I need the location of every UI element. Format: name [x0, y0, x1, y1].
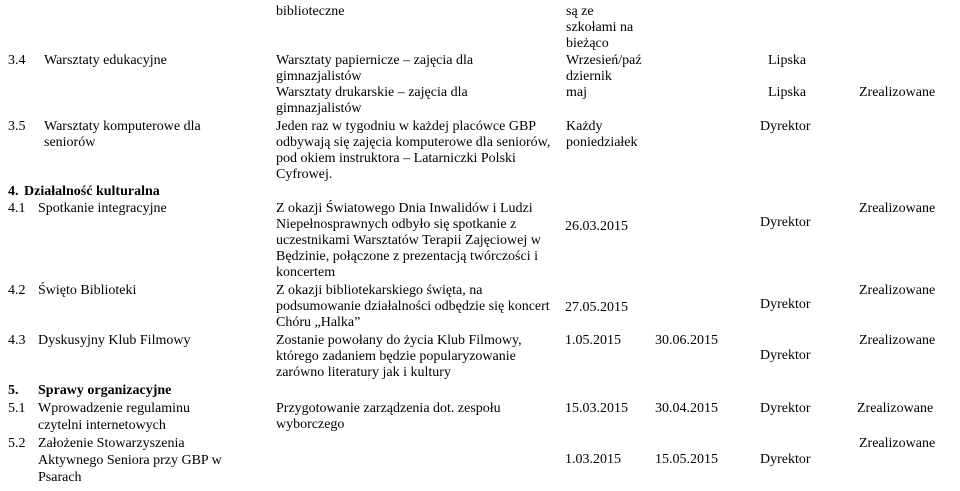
row-3-5-desc-line-3: pod okiem instruktora – Latarniczki Polski — [276, 151, 516, 166]
when-top-line-2: szkołami na — [566, 20, 634, 35]
row-3-5-when-line-1: Każdy — [566, 119, 603, 134]
row-3-5-title-line-2: seniorów — [44, 135, 96, 150]
row-4-3-title: Dyskusyjny Klub Filmowy — [38, 333, 191, 348]
row-4-2-responsible: Dyrektor — [760, 297, 811, 312]
row-4-1-number: 4.1 — [8, 201, 26, 216]
row-5-2-date-to: 15.05.2015 — [655, 452, 718, 467]
row-3-4-responsible-1: Lipska — [768, 53, 807, 68]
row-3-5-desc-line-4: Cyfrowej. — [276, 167, 333, 182]
row-3-4-number: 3.4 — [8, 53, 26, 68]
row-5-1-title-line-2: czytelni internetowych — [38, 418, 166, 433]
row-4-3-responsible: Dyrektor — [760, 348, 811, 363]
row-5-2-responsible: Dyrektor — [760, 452, 811, 467]
row-4-1-desc-line-4: Będzinie, połączone z prezentacją twórczości i — [276, 249, 538, 264]
row-4-3-date-to: 30.06.2015 — [655, 333, 718, 348]
row-3-4-when-1-line-2: dziernik — [566, 69, 612, 84]
row-4-1-status: Zrealizowane — [859, 201, 936, 216]
row-4-3-number: 4.3 — [8, 333, 26, 348]
row-4-1-title: Spotkanie integracyjne — [38, 201, 167, 216]
row-4-3-status: Zrealizowane — [859, 333, 936, 348]
row-3-4-desc-1-line-2: gimnazjalistów — [276, 69, 362, 84]
row-3-5-desc-line-1: Jeden raz w tygodniu w każdej placówce GBP — [276, 119, 537, 134]
row-5-1-responsible: Dyrektor — [760, 401, 811, 416]
row-4-1-date: 26.03.2015 — [565, 219, 628, 234]
row-3-5-when-line-2: poniedziałek — [566, 135, 638, 150]
row-4-2-date: 27.05.2015 — [565, 300, 628, 315]
row-3-4-desc-2-line-2: gimnazjalistów — [276, 101, 362, 116]
row-4-3-desc-line-3: zarówno literatury jak i kultury — [276, 365, 451, 380]
row-5-1-desc-line-2: wyborczego — [276, 417, 345, 432]
row-3-5-responsible: Dyrektor — [760, 119, 811, 134]
section-5-title: Sprawy organizacyjne — [38, 383, 172, 398]
row-3-5-title-line-1: Warsztaty komputerowe dla — [44, 119, 201, 134]
row-5-2-title-line-1: Założenie Stowarzyszenia — [38, 436, 185, 451]
row-4-1-desc-line-3: uczestnikami Warsztatów Terapii Zajęciowej w — [276, 233, 541, 248]
row-5-1-status: Zrealizowane — [857, 401, 934, 416]
row-4-2-desc-line-1: Z okazji bibliotekarskiego święta, na — [276, 283, 483, 298]
row-5-1-number: 5.1 — [8, 401, 26, 416]
row-4-2-desc-line-3: Chóru „Halka” — [276, 315, 361, 330]
row-5-2-number: 5.2 — [8, 436, 26, 451]
row-3-4-desc-2-line-1: Warsztaty drukarskie – zajęcia dla — [276, 85, 468, 100]
row-3-5-number: 3.5 — [8, 119, 26, 134]
row-5-2-status: Zrealizowane — [859, 436, 936, 451]
when-top-line-3: bieżąco — [566, 36, 609, 51]
row-4-2-desc-line-2: podsumowanie działalności odbędzie się koncert — [276, 299, 550, 314]
row-3-4-title: Warsztaty edukacyjne — [44, 53, 167, 68]
row-4-1-desc-line-5: koncertem — [276, 265, 336, 280]
row-3-4-desc-1-line-1: Warsztaty papiernicze – zajęcia dla — [276, 53, 474, 68]
row-4-1-responsible: Dyrektor — [760, 215, 811, 230]
row-4-1-desc-line-1: Z okazji Światowego Dnia Inwalidów i Ludzi — [276, 201, 533, 216]
row-4-1-desc-line-2: Niepełnosprawnych odbyło się spotkanie z — [276, 217, 517, 232]
row-5-1-date-to: 30.04.2015 — [655, 401, 718, 416]
section-5-number: 5. — [8, 383, 19, 398]
when-top-line-1: są ze — [566, 4, 594, 19]
row-3-4-responsible-2: Lipska — [768, 85, 807, 100]
row-5-1-title-line-1: Wprowadzenie regulaminu — [38, 401, 190, 416]
row-5-2-title-line-2: Aktywnego Seniora przy GBP w — [38, 453, 222, 468]
row-5-2-title-line-3: Psarach — [38, 470, 82, 485]
section-4-title: Działalność kulturalna — [24, 184, 160, 199]
row-4-3-date-from: 1.05.2015 — [565, 333, 621, 348]
row-4-2-status: Zrealizowane — [859, 283, 936, 298]
row-4-2-number: 4.2 — [8, 283, 26, 298]
row-3-5-desc-line-2: odbywają się zajęcia komputerowe dla seniorów, — [276, 135, 551, 150]
row-5-2-date-from: 1.03.2015 — [565, 452, 621, 467]
row-4-2-title: Święto Biblioteki — [38, 283, 137, 298]
desc-top: biblioteczne — [276, 4, 345, 19]
row-3-4-status-2: Zrealizowane — [859, 85, 936, 100]
row-4-3-desc-line-2: którego zadaniem będzie popularyzowanie — [276, 349, 516, 364]
row-3-4-when-2: maj — [566, 85, 587, 100]
row-3-4-when-1-line-1: Wrzesień/paź — [566, 53, 642, 68]
row-5-1-desc-line-1: Przygotowanie zarządzenia dot. zespołu — [276, 401, 501, 416]
row-5-1-date-from: 15.03.2015 — [565, 401, 628, 416]
row-4-3-desc-line-1: Zostanie powołany do życia Klub Filmowy, — [276, 333, 522, 348]
section-4-number: 4. — [8, 184, 19, 199]
